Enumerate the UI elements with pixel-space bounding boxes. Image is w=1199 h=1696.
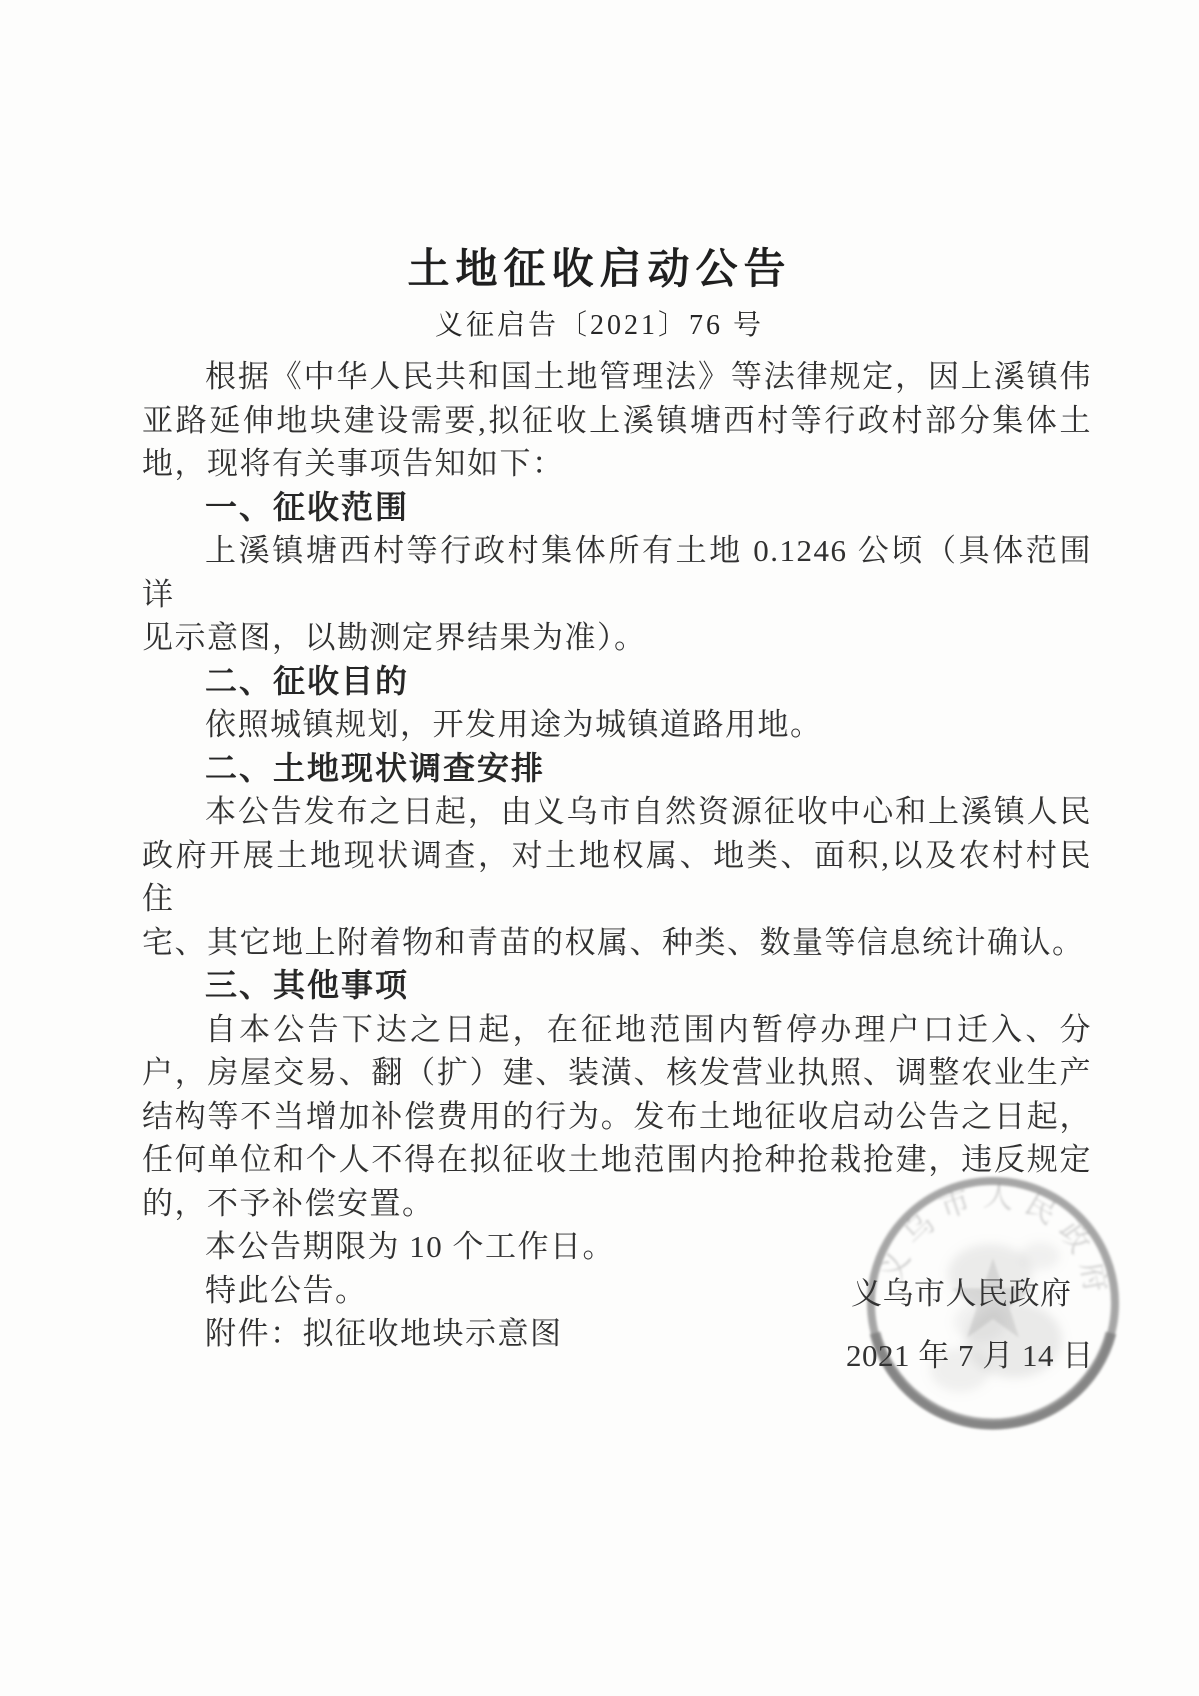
body-line: 本公告期限为 10 个工作日。 [205,1229,615,1264]
doc-number: 义征启告〔2021〕76 号 [434,310,764,341]
body-line: 本公告发布之日起，由义乌市自然资源征收中心和上溪镇人民 [205,794,1092,829]
body-line: 宅、其它地上附着物和青苗的权属、种类、数量等信息统计确认。 [142,924,1085,960]
section-heading: 一、征收范围 [205,488,410,525]
body-line: 地，现将有关事项告知如下： [142,446,565,481]
body-line: 的，不予补偿安置。 [142,1185,435,1221]
issue-date: 2021 年 7 月 14 日 [846,1338,1094,1373]
body-line: 见示意图，以勘测定界结果为准）。 [142,620,647,655]
issuer-signature: 义乌市人民政府 [851,1276,1072,1311]
body-line: 亚路延伸地块建设需要,拟征收上溪镇塘西村等行政村部分集体土 [142,402,1092,438]
body-line: 特此公告。 [205,1272,368,1308]
body-line: 结构等不当增加补偿费用的行为。发布土地征收启动公告之日起， [142,1098,1092,1134]
announcement-title: 土地征收启动公告 [407,247,792,293]
body-line: 依照城镇规划，开发用途为城镇道路用地。 [205,707,823,742]
body-line: 政府开展土地现状调查，对土地权属、地类、面积,以及农村村民住 [142,837,1092,916]
body-line: 自本公告下达之日起，在征地范围内暂停办理户口迁入、分 [205,1011,1092,1047]
body-line: 户，房屋交易、翻（扩）建、装潢、核发营业执照、调整农业生产 [142,1055,1092,1090]
body-line: 任何单位和个人不得在拟征收土地范围内抢种抢栽抢建，违反规定 [142,1142,1092,1177]
body-line: 附件：拟征收地块示意图 [205,1316,563,1351]
section-heading: 二、土地现状调查安排 [205,749,546,786]
body-line: 根据《中华人民共和国土地管理法》等法律规定，因上溪镇伟 [205,359,1092,394]
body-line: 上溪镇塘西村等行政村集体所有土地 0.1246 公顷（具体范围详 [142,533,1092,612]
section-heading: 二、征收目的 [205,662,410,699]
seal-arc-text: 义乌市人民政府 [875,1179,1114,1305]
section-heading: 三、其他事项 [205,967,410,1003]
